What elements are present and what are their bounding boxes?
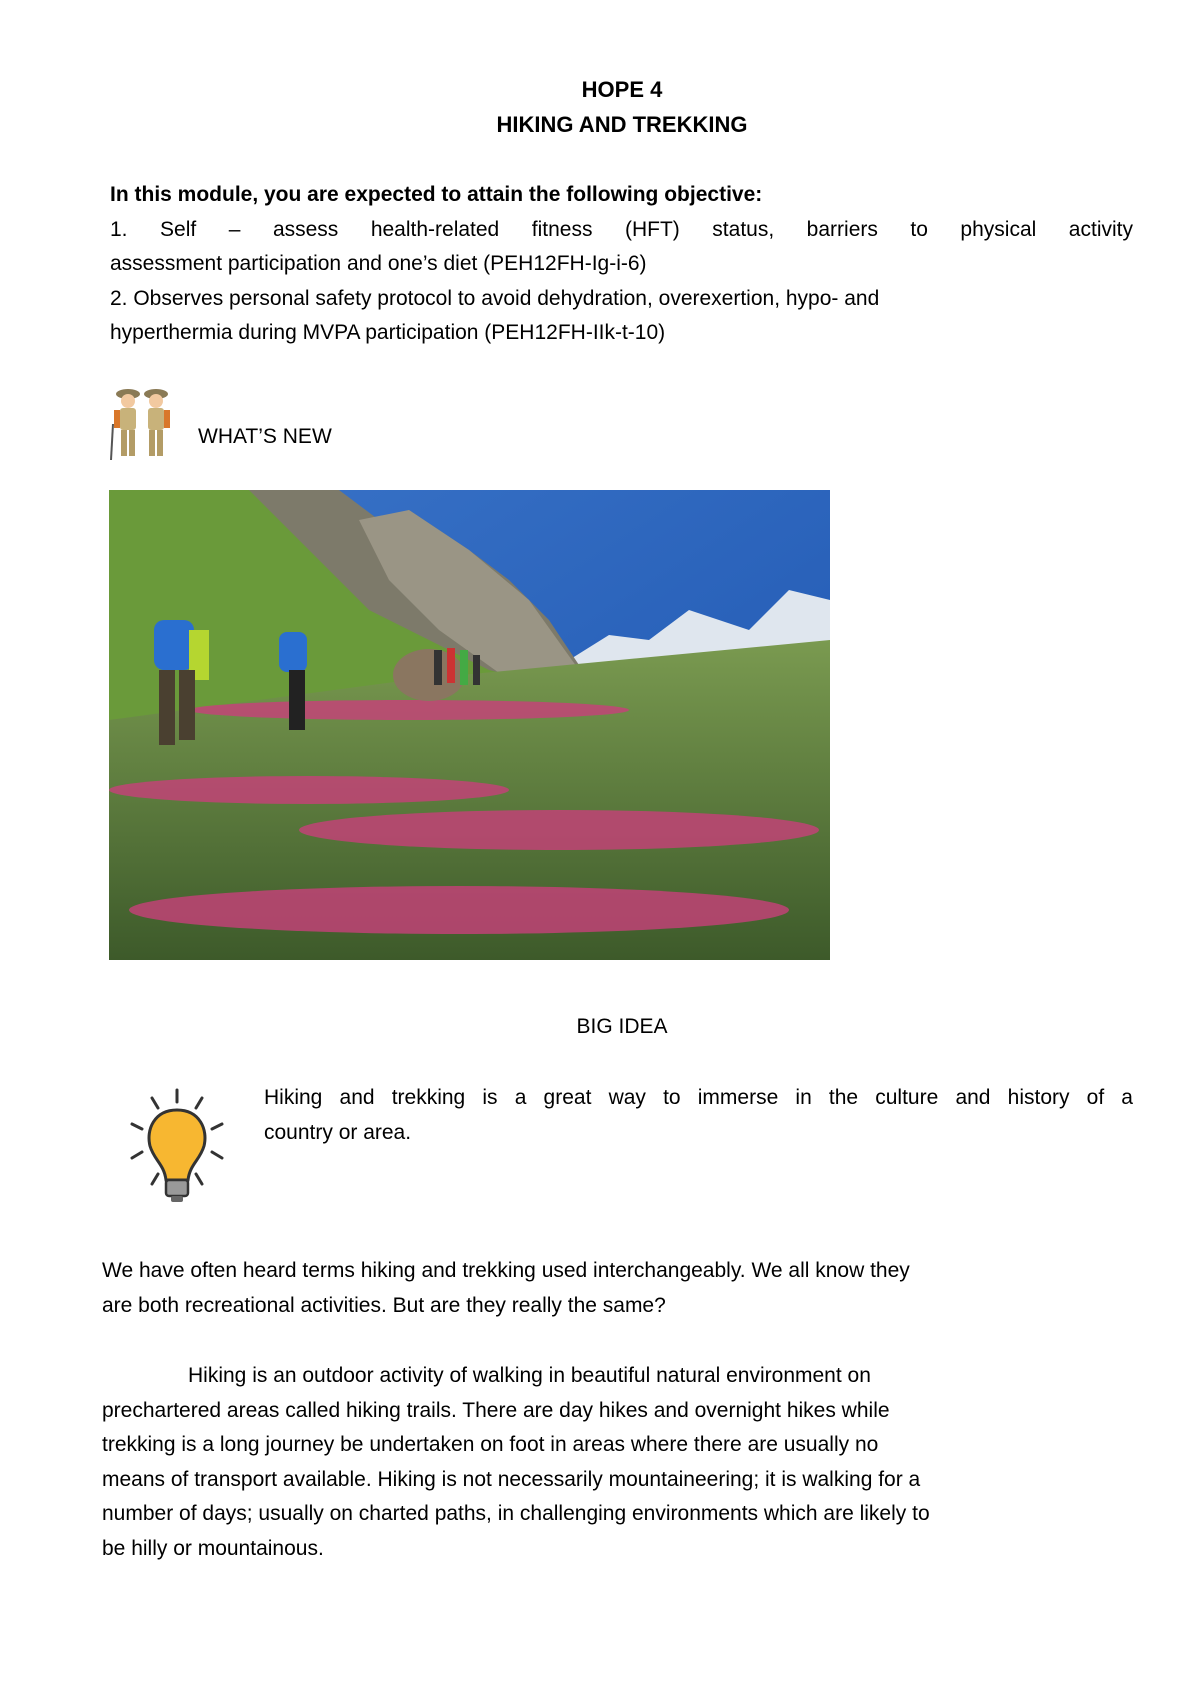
hikers-icon (108, 384, 178, 460)
intro-paragraph (102, 1254, 910, 1323)
hiking-photo (109, 490, 830, 960)
big-idea-text (264, 1081, 1133, 1150)
definition-paragraph (102, 1359, 930, 1566)
whats-new-label: WHAT’S NEW (198, 425, 332, 448)
objective-line: assessment participation and one’s diet (PEH12FH-Ig-i-6) (110, 252, 647, 275)
paragraph-line: number of days; usually on charted paths, in challenging environments which are likely to (102, 1502, 930, 1525)
objectives-section (110, 178, 1133, 351)
paragraph-line: We have often heard terms hiking and trekking used interchangeably. We all know they (102, 1259, 910, 1282)
course-title: HOPE 4 (581, 77, 663, 102)
objective-line: hyperthermia during MVPA participation (PEH12FH-IIk-t-10) (110, 321, 666, 344)
lightbulb-icon (124, 1088, 230, 1206)
objective-line: 1. Self – assess health-related fitness (HFT) status, barriers to physical activity (110, 217, 1133, 241)
paragraph-line: means of transport available. Hiking is not necessarily mountaineering; it is walking for a (102, 1467, 921, 1491)
module-title: HIKING AND TREKKING (496, 112, 748, 137)
big-idea-heading: BIG IDEA (576, 1015, 668, 1038)
paragraph-line: trekking is a long journey be undertaken on foot in areas where there are usually no (102, 1433, 879, 1456)
paragraph-line: Hiking is an outdoor activity of walking in beautiful natural environment on (188, 1364, 871, 1387)
paragraph-line: are both recreational activities. But are they really the same? (102, 1293, 666, 1317)
big-idea-line: country or area. (264, 1120, 412, 1144)
paragraph-line: prechartered areas called hiking trails. There are day hikes and overnight hikes while (102, 1398, 890, 1422)
big-idea-line: Hiking and trekking is a great way to immerse in the culture and history of a (264, 1086, 1133, 1109)
paragraph-line: be hilly or mountainous. (102, 1536, 324, 1560)
objective-line: 2. Observes personal safety protocol to avoid dehydration, overexertion, hypo- and (110, 286, 880, 310)
objectives-intro: In this module, you are expected to attain the following objective: (110, 183, 763, 206)
